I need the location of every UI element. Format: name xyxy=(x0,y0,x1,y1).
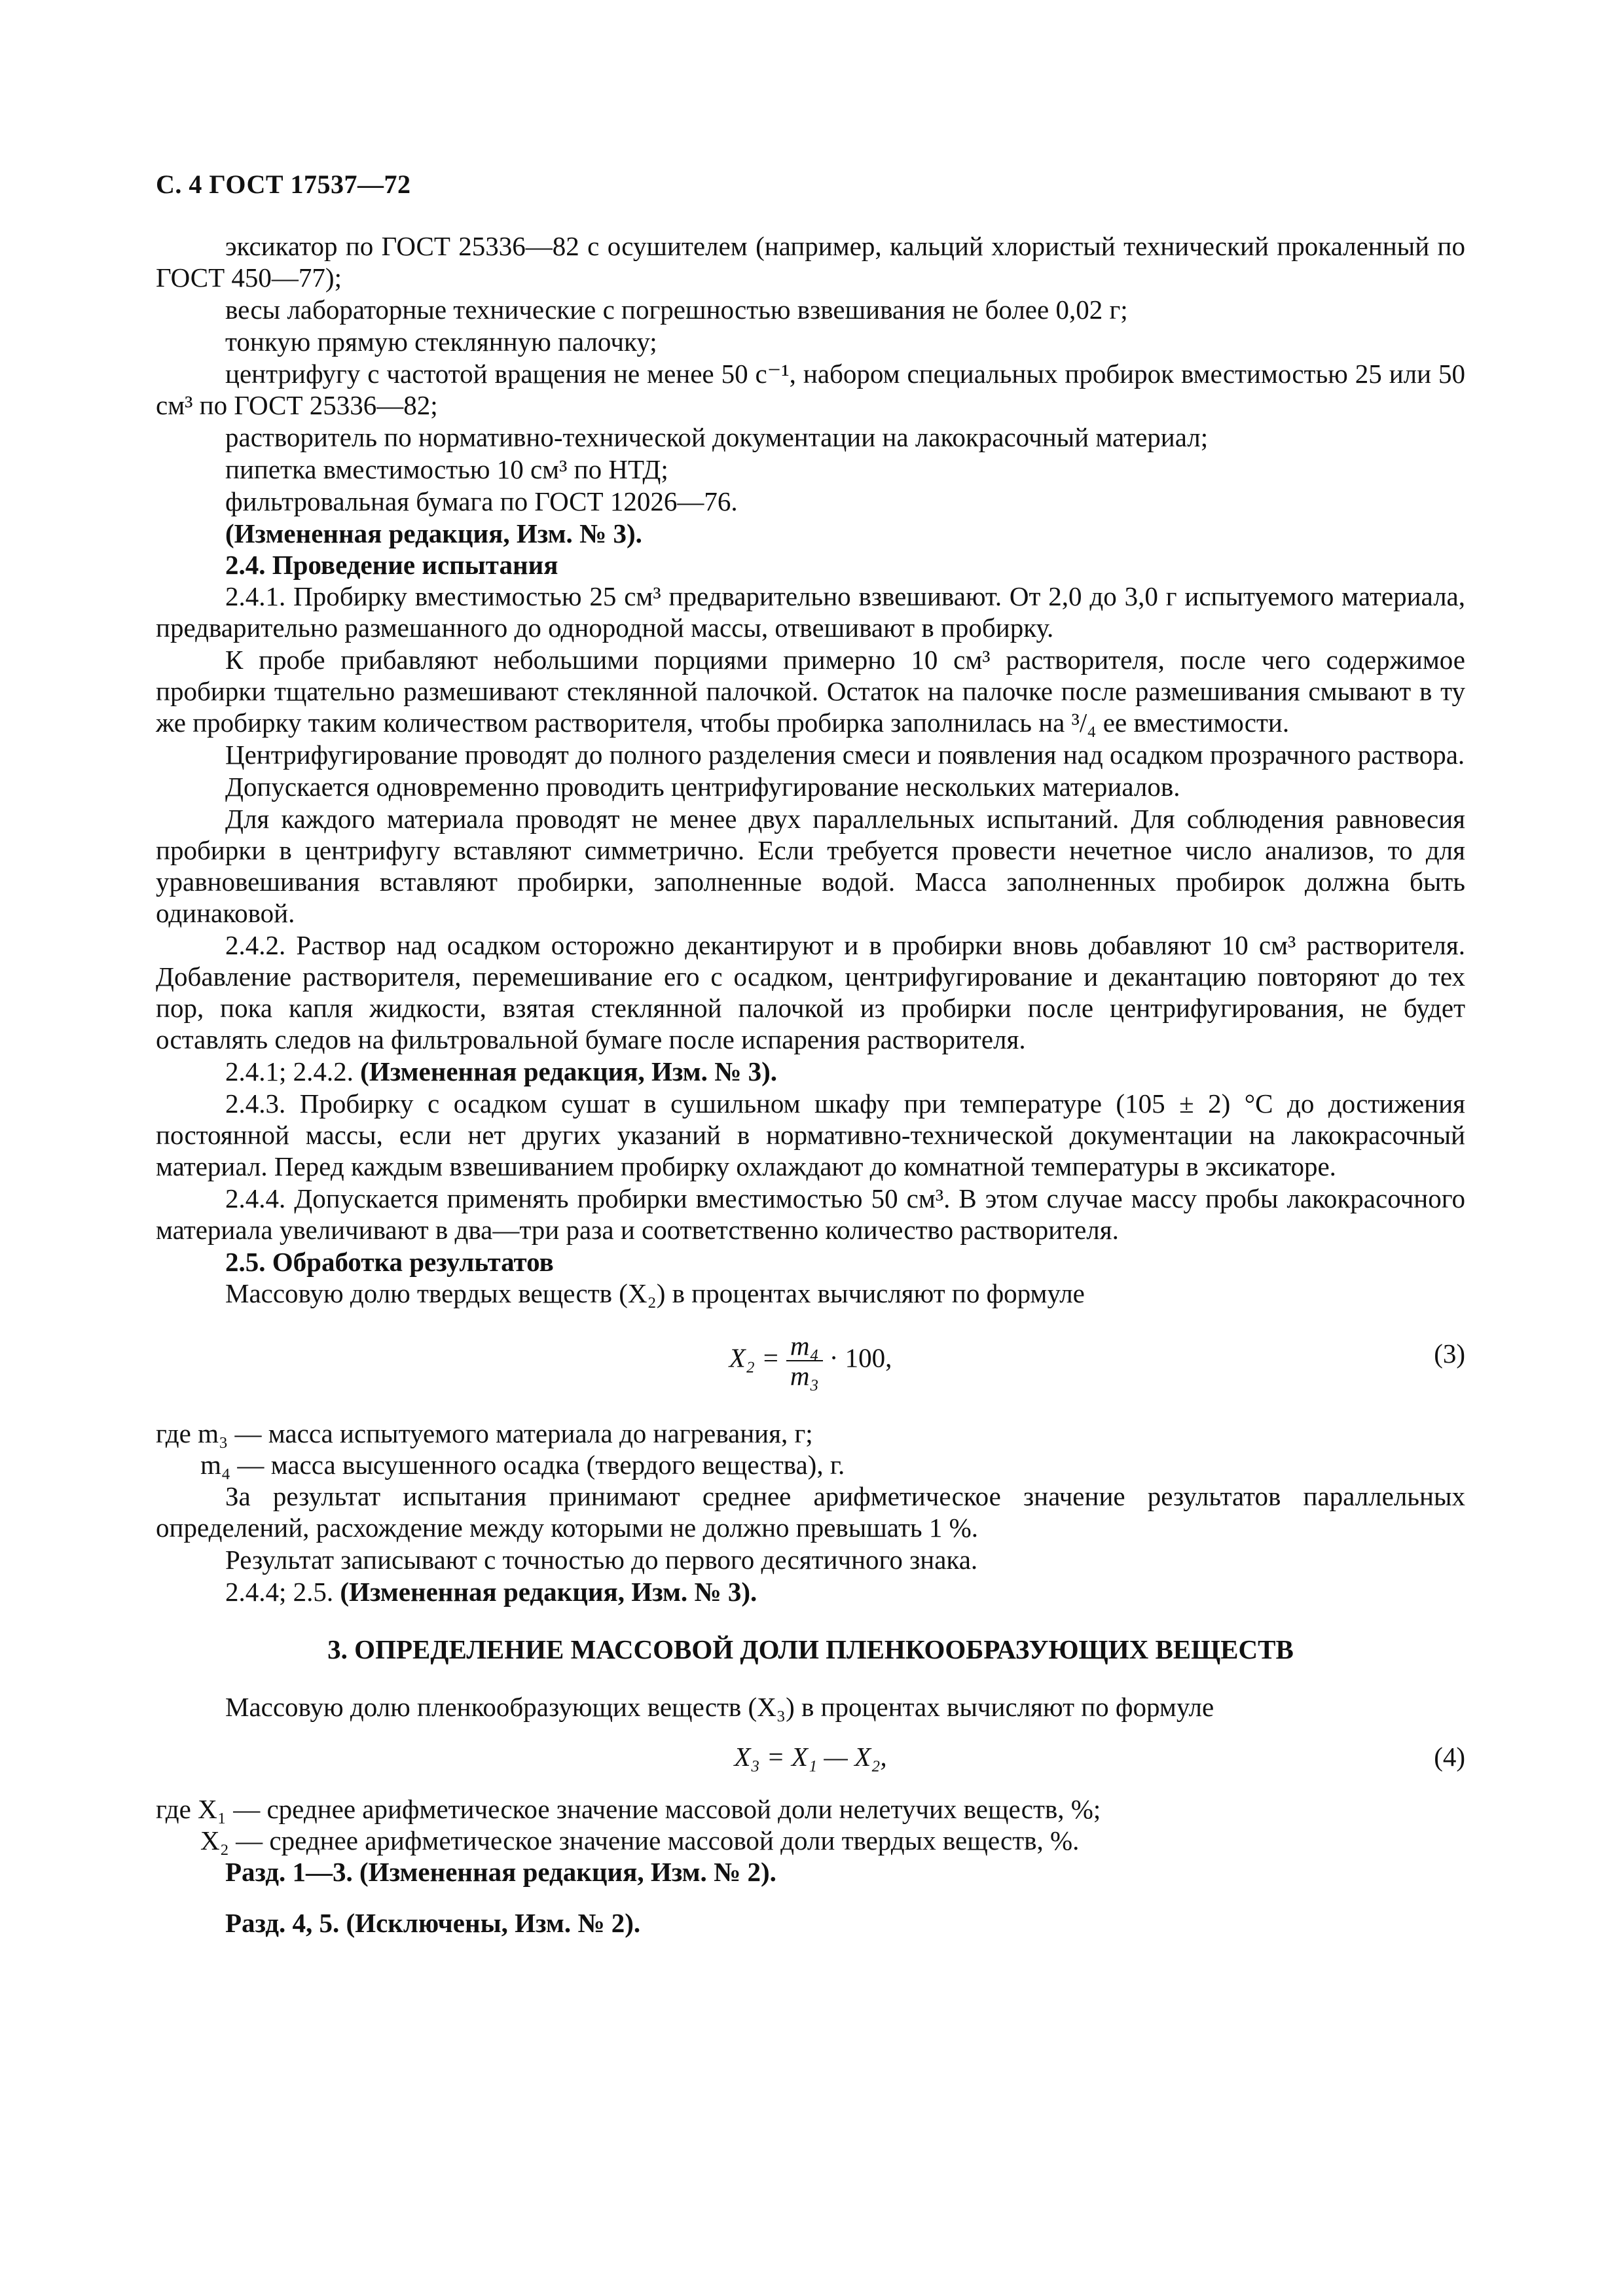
formula-rhs: · 100, xyxy=(829,1342,892,1373)
amendment-ref: 2.4.4; 2.5. xyxy=(225,1577,334,1607)
list-item: центрифугу с частотой вращения не менее 50 с⁻¹, набором специальных пробирок вместимостью 25 или 50 см³ по ГОСТ 25336—82; xyxy=(156,359,1465,420)
formula-fraction xyxy=(786,1331,823,1390)
formula-3 xyxy=(156,1318,1465,1411)
formula-expression: X₃ = X₁ — X₂, xyxy=(734,1742,887,1772)
paragraph: Для каждого материала проводят не менее двух параллельных испытаний. Для соблюдения равновесия пробирки в центрифугу вставляют симметрично. Если требуется провести нечетное число анализов, то для уравновешивания вставляют пробирки, заполненные водой. Масса заполненных пробирок должна быть одинаковой. xyxy=(156,804,1465,928)
equation-number: (4) xyxy=(1434,1742,1465,1772)
list-item: весы лабораторные технические с погрешностью взвешивания не более 0,02 г; xyxy=(225,295,1128,325)
list-item: пипетка вместимостью 10 см³ по НТД; xyxy=(225,454,668,484)
paragraph: 2.4.3. Пробирку с осадком сушат в сушильном шкафу при температуре (105 ± 2) °С до достижения постоянной массы, если нет других указаний в нормативно-технической документации на лакокрасочный материал. Перед каждым взвешиванием пробирку охлаждают до комнатной температуры в эксикаторе. xyxy=(156,1088,1465,1181)
list-item: растворитель по нормативно-технической документации на лакокрасочный материал; xyxy=(225,422,1209,452)
formula-numerator: m₄ xyxy=(786,1331,823,1361)
formula-expression xyxy=(156,1331,1465,1390)
paragraph: Центрифугирование проводят до полного разделения смеси и появления над осадком прозрачного раствора. xyxy=(225,740,1465,770)
section-heading-3: 3. ОПРЕДЕЛЕНИЕ МАССОВОЙ ДОЛИ ПЛЕНКООБРАЗУЮЩИХ ВЕЩЕСТВ xyxy=(327,1634,1294,1664)
page-header: С. 4 ГОСТ 17537—72 xyxy=(156,170,411,199)
equation-number: (3) xyxy=(1434,1338,1465,1369)
amendment-text: (Измененная редакция, Изм. № 3). xyxy=(340,1577,757,1607)
list-item: фильтровальная бумага по ГОСТ 12026—76. xyxy=(225,486,738,516)
amendment-note: (Измененная редакция, Изм. № 3). xyxy=(225,518,642,548)
list-item: тонкую прямую стеклянную палочку; xyxy=(225,327,657,357)
paragraph: К пробе прибавляют небольшими порциями примерно 10 см³ растворителя, после чего содержимое пробирки тщательно размешивают стеклянной палочкой. Остаток на палочке после размешивания смывают в ту же пробирку таким количеством растворителя, чтобы пробирка заполнилась на ³/₄ ее вместимости. xyxy=(156,645,1465,738)
amendment-note xyxy=(156,1576,1465,1607)
paragraph: 2.4.4. Допускается применять пробирки вместимостью 50 см³. В этом случае массу пробы лакокрасочного материала увеличивают в два—три раза и соответственно количество растворителя. xyxy=(156,1183,1465,1245)
paragraph: Массовую долю твердых веществ (X₂) в процентах вычисляют по формуле xyxy=(225,1278,1085,1308)
list-item: эксикатор по ГОСТ 25336—82 с осушителем (например, кальций хлористый технический прокаленный по ГОСТ 450—77); xyxy=(156,231,1465,293)
formula-legend: X₂ — среднее арифметическое значение массовой доли твердых веществ, %. xyxy=(200,1825,1080,1856)
formula-4 xyxy=(156,1732,1465,1787)
amendment-note: Разд. 1—3. (Измененная редакция, Изм. № 2). xyxy=(225,1857,776,1887)
document-body xyxy=(156,230,1465,1939)
paragraph: Допускается одновременно проводить центрифугирование нескольких материалов. xyxy=(225,772,1180,802)
formula-legend: где X₁ — среднее арифметическое значение массовой доли нелетучих веществ, %; xyxy=(156,1794,1101,1824)
formula-legend: где m₃ — масса испытуемого материала до нагревания, г; xyxy=(156,1418,813,1448)
paragraph: За результат испытания принимают среднее арифметическое значение результатов параллельных определений, расхождение между которыми не должно превышать 1 %. xyxy=(156,1481,1465,1543)
amendment-ref: 2.4.1; 2.4.2. xyxy=(225,1056,354,1086)
amendment-note: Разд. 4, 5. (Исключены, Изм. № 2). xyxy=(225,1908,641,1938)
formula-denominator: m₃ xyxy=(790,1361,819,1391)
section-heading-2-4: 2.4. Проведение испытания xyxy=(225,550,558,580)
paragraph: 2.4.1. Пробирку вместимостью 25 см³ предварительно взвешивают. От 2,0 до 3,0 г испытуемого материала, предварительно размешанного до однородной массы, отвешивают в пробирку. xyxy=(156,581,1465,643)
spacer xyxy=(156,1888,1465,1907)
section-heading-2-5: 2.5. Обработка результатов xyxy=(225,1247,554,1277)
paragraph: 2.4.2. Раствор над осадком осторожно декантируют и в пробирки вновь добавляют 10 см³ растворителя. Добавление растворителя, перемешивание его с осадком, центрифугирование и декантацию повторяют до тех пор, пока капля жидкости, взятая стеклянной палочкой из пробирки после центрифугирования, не будет оставлять следов на фильтровальной бумаге после испарения растворителя. xyxy=(156,930,1465,1054)
formula-lhs: X₂ = xyxy=(729,1342,780,1373)
equipment-list xyxy=(156,230,1465,517)
amendment-note xyxy=(156,1056,1465,1087)
formula-legend: m₄ — масса высушенного осадка (твердого вещества), г. xyxy=(200,1450,845,1480)
paragraph: Результат записывают с точностью до первого десятичного знака. xyxy=(225,1545,978,1575)
amendment-text: (Измененная редакция, Изм. № 3). xyxy=(360,1056,778,1086)
paragraph: Массовую долю пленкообразующих веществ (X₃) в процентах вычисляют по формуле xyxy=(225,1692,1214,1722)
